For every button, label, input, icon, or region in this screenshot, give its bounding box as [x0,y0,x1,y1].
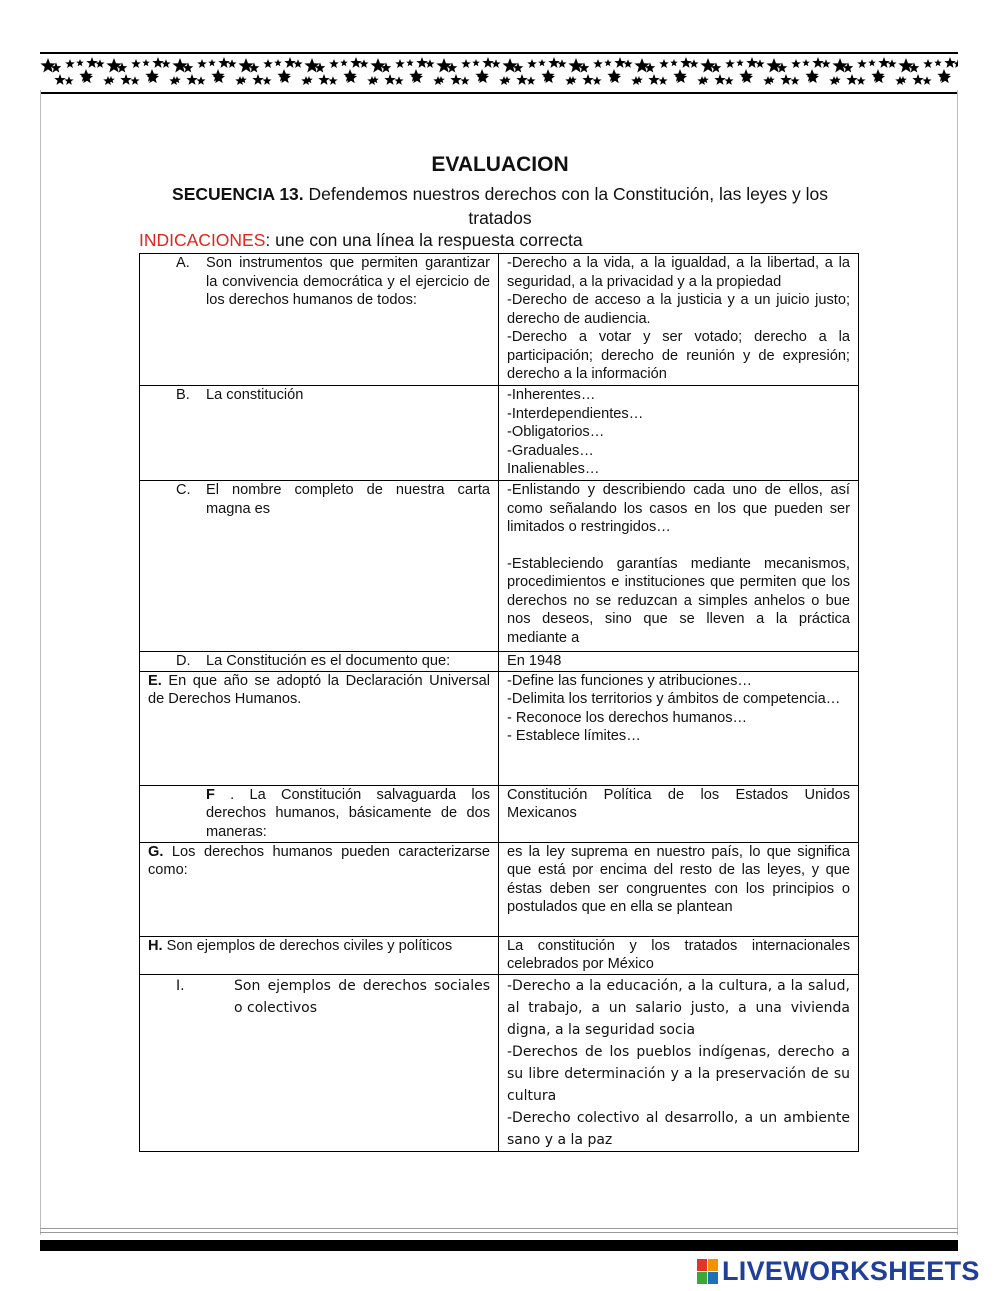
star-icon [197,59,207,68]
answer-cell-h[interactable] [499,936,859,974]
question-letter: C. [176,482,191,498]
answer-line: - Reconoce los derechos humanos… [507,709,748,726]
question-text: Son ejemplos de derechos sociales o colectivos [234,977,490,1016]
answer-line: -Graduales… [507,442,594,459]
star-icon [557,59,566,68]
star-icon [526,76,535,85]
star-icon [131,59,141,68]
answer-line: -Derecho a la vida, a la igualdad, a la libertad, a la seguridad, a la privacidad y a la propiedad [507,255,850,290]
question-cell-b[interactable] [140,386,499,481]
star-icon [477,72,489,84]
bottom-rule [40,1232,958,1233]
star-icon [252,74,263,85]
answer-line: -Interdependientes… [507,405,644,422]
star-icon [791,59,801,68]
star-icon [887,59,896,68]
star-icon [516,74,527,85]
table-row [140,481,859,652]
star-icon [953,59,958,68]
question-letter: F [206,786,215,803]
star-icon [807,72,819,84]
answer-cell-a[interactable] [499,254,859,386]
star-icon [802,59,810,66]
answer-cell-d[interactable] [499,652,859,672]
bottom-rule [40,1228,958,1229]
question-text: El nombre completo de nuestra carta magna es [206,482,490,517]
star-icon [218,57,229,68]
star-icon [538,59,546,66]
blank-line [507,537,850,555]
table-row [140,386,859,481]
question-cell-g[interactable] [140,842,499,936]
table-row [140,652,859,672]
star-icon [482,57,493,68]
star-icon [736,59,744,66]
star-icon [944,57,955,68]
star-icon [609,72,621,84]
question-cell-e[interactable] [140,671,499,785]
star-icon [262,76,271,85]
table-row [140,785,859,842]
star-icon [548,57,559,68]
star-icon [350,57,361,68]
star-icon [857,59,867,68]
question-text: Son ejemplos de derechos civiles y políticos [162,937,453,954]
liveworksheets-logo[interactable] [697,1256,980,1286]
question-letter: A. [176,255,190,271]
question-text: Son instrumentos que permiten garantizar la convivencia democrática y el ejercicio de los derechos humanos de todos: [206,255,490,308]
instructions [139,230,583,251]
star-icon [725,59,735,68]
star-icon [543,72,555,84]
star-icon [279,72,291,84]
star-icon [689,59,698,68]
star-icon [54,74,65,85]
star-icon [340,59,348,66]
star-icon [780,74,791,85]
star-icon [873,72,885,84]
star-icon [284,57,295,68]
answer-line: -Delimita los territorios y ámbitos de competencia… [507,691,841,707]
star-icon [856,76,865,85]
star-icon [670,59,678,66]
matching-table [139,253,859,1152]
star-icon [724,76,733,85]
answer-cell-c[interactable] [499,481,859,652]
star-icon [213,72,225,84]
answer-line: La constitución y los tratados internacionales celebrados por México [507,937,850,972]
answer-line: -Derecho a la educación, a la cultura, a la salud, al trabajo, a un salario justo, a una vivienda digna, a la seguridad socia [507,977,850,1038]
star-icon [120,74,131,85]
table-row [140,671,859,785]
star-icon [527,59,537,68]
star-icon [923,59,933,68]
bottom-bar [40,1240,958,1251]
star-icon [755,59,764,68]
question-text: En que año se adoptó la Declaración Universal de Derechos Humanos. [148,672,490,707]
star-border-band [40,52,958,94]
star-icon [659,59,669,68]
sequence-text: Defendemos nuestros derechos con la Constitución, las leyes y los tratados [303,184,828,228]
star-icon [196,76,205,85]
star-icon [604,59,612,66]
star-icon [658,76,667,85]
answer-line: -Inherentes… [507,387,596,403]
question-letter: H. [148,937,163,954]
question-text: . La Constitución salvaguarda los derechos humanos, básicamente de dos maneras: [206,786,490,840]
star-icon [790,76,799,85]
star-icon [939,72,951,84]
star-icon [846,74,857,85]
star-icon [161,59,170,68]
frame-right-line [957,90,958,1235]
answer-line: Constitución Política de los Estados Unidos Mexicanos [507,786,850,821]
question-cell-c[interactable] [140,481,499,652]
answer-line: -Enlistando y describiendo cada uno de ellos, así como señalando los casos en los que pueden ser limitados o restringidos… [507,482,850,535]
answer-line: -Derecho colectivo al desarrollo, a un ambiente sano y a la paz [507,1109,850,1148]
star-icon [680,57,691,68]
question-cell-f[interactable] [140,785,499,842]
question-letter: E. [148,672,162,689]
answer-line: -Derecho a votar y ser votado; derecho a la participación; derecho de reunión y de expresión; derecho a la información [507,329,850,382]
star-icon [65,59,75,68]
star-icon [878,57,889,68]
star-icon [593,59,603,68]
answer-cell-g[interactable] [499,842,859,936]
table-row [140,842,859,936]
logo-block [697,1259,707,1271]
star-icon [328,76,337,85]
answer-line: En 1948 [507,653,562,669]
logo-block [697,1272,707,1284]
instructions-label: INDICACIONES [139,230,266,250]
star-icon [293,59,302,68]
star-icon [675,72,687,84]
frame-left-line [40,90,41,1235]
star-icon [868,59,876,66]
answer-cell-f[interactable] [499,785,859,842]
answer-line: -Estableciendo garantías mediante mecanismos, procedimientos e instituciones que permiten que los derechos no se reduzcan a simples anhelos o bue nos deseos, sino que se lleven a la práctica mediante a [507,555,850,646]
star-icon [582,74,593,85]
star-icon [461,59,471,68]
star-icon [208,59,216,66]
logo-blocks-icon [697,1259,718,1284]
question-cell-a[interactable] [140,254,499,386]
question-cell-d[interactable] [140,652,499,672]
answer-line: -Derecho de acceso a la justicia y a un juicio justo; derecho de audiencia. [507,292,850,327]
instructions-text: : une con una línea la respuesta correcta [265,230,583,250]
star-icon [472,59,480,66]
star-icon [450,74,461,85]
question-text: Los derechos humanos pueden caracterizarse como: [148,843,490,878]
question-letter: I. [176,977,185,994]
question-letter: G. [148,843,164,860]
question-text: La Constitución es el documento que: [206,653,451,669]
star-icon [746,57,757,68]
star-icon [741,72,753,84]
question-cell-h[interactable] [140,936,499,974]
stars-pattern-icon [40,54,958,90]
star-icon [95,59,104,68]
answer-line: - Establece límites… [507,728,641,744]
answer-cell-i[interactable] [499,974,859,1151]
table-row [140,974,859,1151]
star-icon [416,57,427,68]
star-icon [394,76,403,85]
question-letter: D. [176,653,191,669]
page-title: EVALUACION [431,153,569,176]
sequence-number: SECUENCIA 13. [172,184,304,204]
star-icon [64,76,73,85]
star-icon [142,59,150,66]
star-icon [714,74,725,85]
star-icon [274,59,282,66]
star-icon [359,59,368,68]
star-icon [86,57,97,68]
star-icon [130,76,139,85]
star-icon [648,74,659,85]
star-icon [460,76,469,85]
sequence-subtitle [140,182,860,230]
answer-line: -Derechos de los pueblos indígenas, derecho a su libre determinación y a la preservación de su cultura [507,1043,850,1104]
star-icon [152,57,163,68]
answer-cell-e[interactable] [499,671,859,785]
star-icon [614,57,625,68]
question-letter: B. [176,387,190,403]
star-icon [147,72,159,84]
star-icon [425,59,434,68]
star-icon [411,72,423,84]
table-row [140,936,859,974]
star-icon [318,74,329,85]
answer-cell-b[interactable] [499,386,859,481]
star-icon [623,59,632,68]
star-icon [491,59,500,68]
star-icon [592,76,601,85]
star-icon [384,74,395,85]
star-icon [345,72,357,84]
question-cell-i[interactable] [140,974,499,1151]
answer-line: -Obligatorios… [507,424,605,440]
star-icon [76,59,84,66]
answer-line: Inalienables… [507,461,600,477]
star-icon [329,59,339,68]
star-icon [227,59,236,68]
answer-line: -Define las funciones y atribuciones… [507,672,752,689]
star-icon [821,59,830,68]
star-icon [912,74,923,85]
logo-block [708,1259,718,1271]
star-icon [406,59,414,66]
star-icon [81,72,93,84]
star-icon [263,59,273,68]
question-text: La constitución [206,387,304,403]
table-row [140,254,859,386]
logo-block [708,1272,718,1284]
logo-text: LIVEWORKSHEETS [722,1255,980,1286]
star-icon [186,74,197,85]
star-icon [922,76,931,85]
answer-line: es la ley suprema en nuestro país, lo que significa que está por encima del resto de las leyes, y que éstas deben ser congruentes con los principios o postulados que en ella se plantean [507,843,850,915]
star-icon [395,59,405,68]
star-icon [934,59,942,66]
star-icon [812,57,823,68]
